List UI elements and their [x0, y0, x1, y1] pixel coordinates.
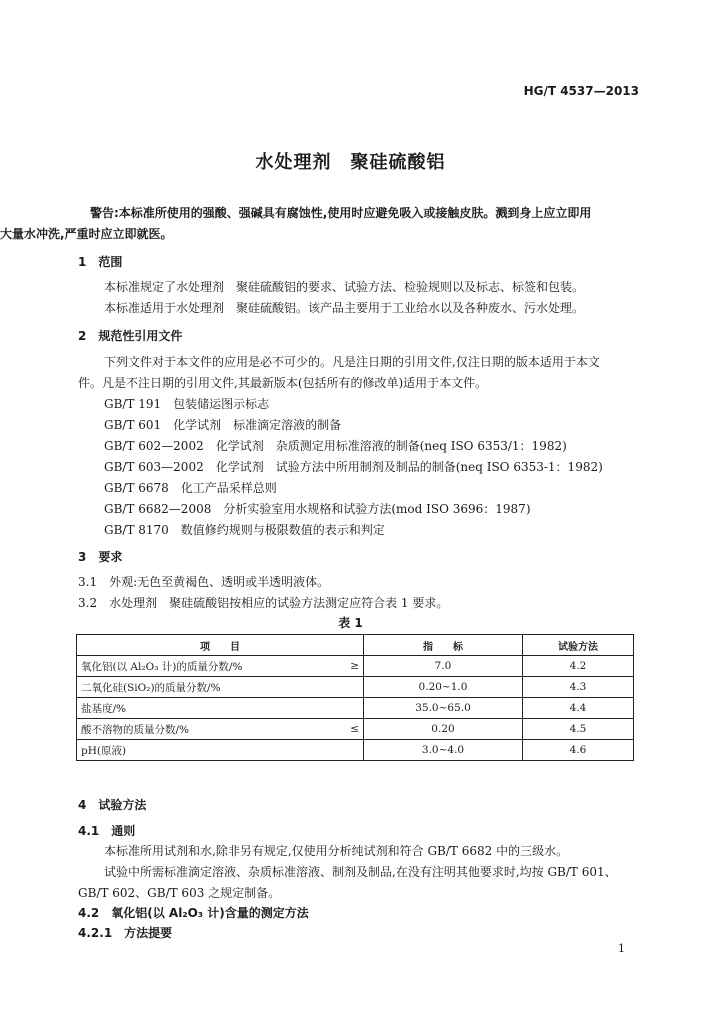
standard-number: HG/T 4537—2013: [523, 84, 639, 98]
requirements-table: [76, 634, 634, 761]
row-symbol: [335, 677, 364, 698]
row-symbol: ≥: [335, 656, 364, 677]
row-indicator: 7.0: [364, 656, 523, 677]
scope-paragraph-1: 本标准规定了水处理剂 聚硅硫酸铝的要求、试验方法、检验规则以及标志、标签和包装。: [104, 280, 585, 294]
general-paragraph-1: 本标准所用试剂和水,除非另有规定,仅使用分析纯试剂和符合 GB/T 6682 中的三级水。: [104, 844, 569, 858]
normative-paragraph-line-1: 下列文件对于本文件的应用是必不可少的。凡是注日期的引用文件,仅注日期的版本适用于本文: [104, 355, 600, 369]
reference-item: GB/T 8170 数值修约规则与极限数值的表示和判定: [104, 523, 385, 537]
row-indicator: 0.20~1.0: [364, 677, 523, 698]
section-3-heading: 3 要求: [78, 550, 123, 564]
general-paragraph-2-line-2: GB/T 602、GB/T 603 之规定制备。: [78, 886, 281, 900]
warning-line-2: 大量水冲洗,严重时应立即就医。: [0, 227, 173, 241]
reference-item: GB/T 602—2002 化学试剂 杂质测定用标准溶液的制备(neq ISO 6353/1：1982): [104, 439, 567, 453]
table-row: [77, 698, 634, 719]
section-4-heading: 4 试验方法: [78, 798, 147, 812]
reference-item: GB/T 601 化学试剂 标准滴定溶液的制备: [104, 418, 342, 432]
header-indicator: 指 标: [364, 635, 523, 656]
clause-3-2: 3.2 水处理剂 聚硅硫酸铝按相应的试验方法测定应符合表 1 要求。: [78, 596, 449, 610]
table-row: [77, 740, 634, 761]
row-indicator: 0.20: [364, 719, 523, 740]
row-method: 4.6: [523, 740, 634, 761]
row-item: pH(原液): [77, 740, 336, 761]
header-method: 试验方法: [523, 635, 634, 656]
reference-item: GB/T 603—2002 化学试剂 试验方法中所用制剂及制品的制备(neq ISO 6353-1：1982): [104, 460, 603, 474]
reference-item: GB/T 6682—2008 分析实验室用水规格和试验方法(mod ISO 3696：1987): [104, 502, 531, 516]
clause-4-1: 4.1 通则: [78, 824, 136, 838]
clause-4-2-1: 4.2.1 方法提要: [78, 926, 173, 940]
row-method: 4.4: [523, 698, 634, 719]
clause-4-2: 4.2 氧化铝(以 Al₂O₃ 计)含量的测定方法: [78, 906, 309, 920]
warning-line-1: 警告:本标准所使用的强酸、强碱具有腐蚀性,使用时应避免吸入或接触皮肤。溅到身上应立即用: [90, 206, 592, 220]
row-symbol: ≤: [335, 719, 364, 740]
table-row: [77, 677, 634, 698]
row-method: 4.5: [523, 719, 634, 740]
table-header-row: [77, 635, 634, 656]
general-paragraph-2-line-1: 试验中所需标准滴定溶液、杂质标准溶液、制剂及制品,在没有注明其他要求时,均按 GB/T 601、: [104, 865, 617, 879]
scope-paragraph-2: 本标准适用于水处理剂 聚硅硫酸铝。该产品主要用于工业给水以及各种废水、污水处理。: [104, 301, 585, 315]
section-2-heading: 2 规范性引用文件: [78, 329, 183, 343]
row-symbol: [335, 740, 364, 761]
reference-item: GB/T 6678 化工产品采样总则: [104, 481, 277, 495]
row-item: 二氧化硅(SiO₂)的质量分数/%: [77, 677, 336, 698]
reference-item: GB/T 191 包装储运图示标志: [104, 397, 270, 411]
header-item: 项 目: [77, 635, 364, 656]
table-row: [77, 719, 634, 740]
row-symbol: [335, 698, 364, 719]
normative-paragraph-line-2: 件。凡是不注日期的引用文件,其最新版本(包括所有的修改单)适用于本文件。: [78, 376, 488, 390]
row-item: 盐基度/%: [77, 698, 336, 719]
table-row: [77, 656, 634, 677]
document-title: 水处理剂 聚硅硫酸铝: [255, 152, 446, 173]
row-item: 氧化铝(以 Al₂O₃ 计)的质量分数/%: [77, 656, 336, 677]
clause-3-1: 3.1 外观:无色至黄褐色、透明或半透明液体。: [78, 575, 330, 589]
row-indicator: 3.0~4.0: [364, 740, 523, 761]
row-method: 4.3: [523, 677, 634, 698]
page-number: 1: [618, 942, 625, 955]
section-1-heading: 1 范围: [78, 255, 123, 269]
row-item: 酸不溶物的质量分数/%: [77, 719, 336, 740]
table-caption: 表 1: [338, 616, 363, 630]
row-method: 4.2: [523, 656, 634, 677]
safety-warning: [0, 203, 642, 245]
row-indicator: 35.0~65.0: [364, 698, 523, 719]
